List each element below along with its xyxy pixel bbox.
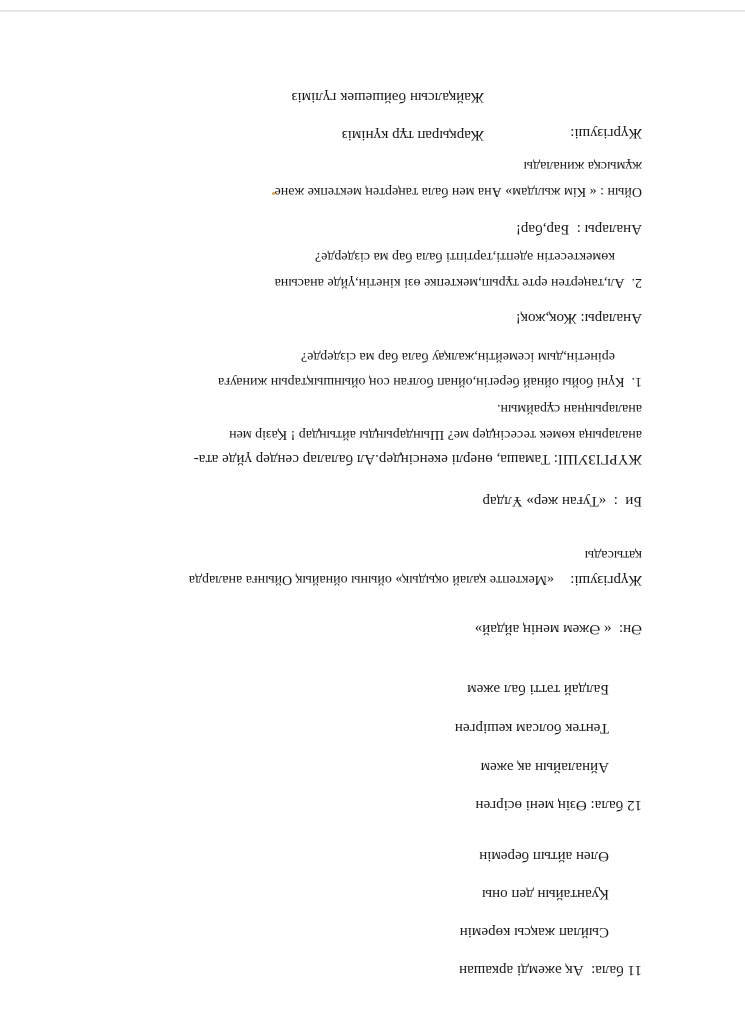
answer-2: Аналары : Бар,бар! [515,221,642,237]
question-2-line-2: көмектесетін әдепті,тәртіпті бала бар ма сіздерде? [314,249,615,264]
scan-edge-bottom [0,10,745,12]
finale-line-1: Жарқырап тұр күніміз [341,127,484,143]
presenter-label-2: Жүргізуші: [570,125,642,141]
presenter-1-text-2: қатысады [584,547,642,562]
finale-line-2: Жайқалсын бәйшешек гүліміз [291,89,484,105]
question-2-line-1: 2. Ал,таңертен ерте тұрып,мектепке өзі кінетін,үйде анасына [274,275,642,290]
presenter-2-line-3: аналарыңнан сұраймын. [496,401,642,416]
child-12-line-1: Айналайын ақ әжем [480,759,609,775]
presenter-1-text: «Мектепте қалай оқыдық» ойыны ойнайық Ойынға аналарда [188,572,554,587]
child-12-heading: 12 бала: Өзің мені өсірген [475,797,642,813]
game-line-1: Ойын : « Кім жылдам» Ана мен бала таңертең мектепке және [274,184,642,199]
child-11-heading: 11 бала: Ақ әжемді аркашан [459,962,642,978]
presenter-label-1: Жүргізуші: [570,572,642,588]
game-line-2: жұмысқа жиналады [523,158,642,173]
dance-line: Би : «Туған жер» Ұлдар [482,493,642,509]
orange-speck-mark [272,192,275,195]
child-12-line-3: Балдай тәтті бал әжем [467,681,609,697]
child-11-line-1: Сыйлап жақсы көремін [459,924,609,940]
song-line: Ән: « Әжем менің айдай» [474,621,642,637]
question-1-line-2: ерінетін,дым ісемейтін,жалқау бала бар ма сіздерде? [300,349,615,364]
child-12-line-2: Тентек болсам кешірген [454,720,609,736]
child-11-line-3: Өлен айтып беремін [479,848,609,864]
child-11-line-2: Қуантайын деп оны [482,886,609,902]
presenter-2-line-2: аналарыңа көмек тесесіңдер ме? Шындарыңды айтыңдар ! Қазір мен [229,427,642,442]
question-1-line-1: 1. Күні бойы ойнай берегін,ойнап болған соң ойыншықтарын жинауға [218,374,642,389]
answer-1: Аналары: Жоқ,жоқ! [515,310,642,326]
presenter-2-line-1: ЖҮРГІЗУШІ: Тамаша, өнерлі екенсіңдер.Ал балалар сендер үйде ата- [193,451,642,467]
